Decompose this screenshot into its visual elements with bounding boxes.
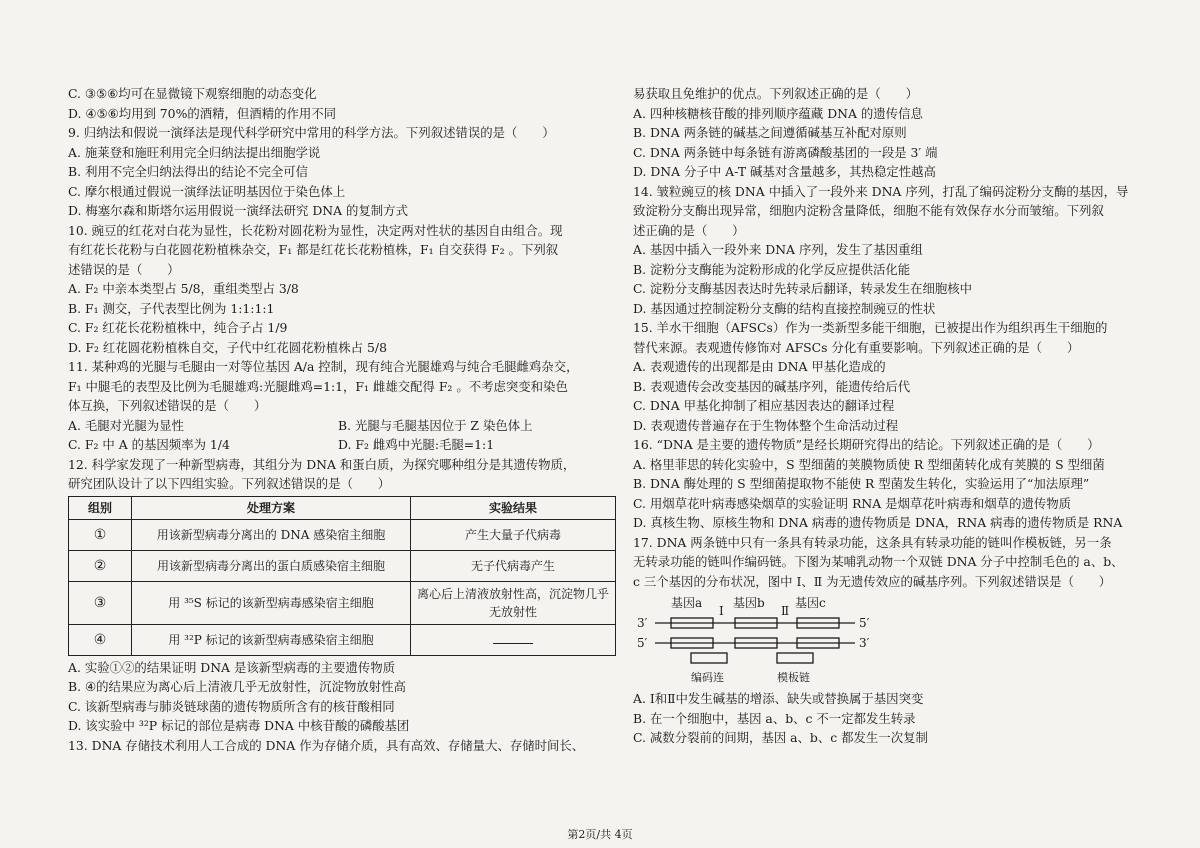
strand-bottom-left-end: 5′ [637,636,648,650]
experiment-table [68,496,616,656]
table-header: 实验结果 [411,496,616,519]
q13-option-c: C. DNA 两条链中每条链有游离磷酸基团的一段是 3′ 端 [633,144,938,160]
question-10-line-3: 述错误的是（ ） [68,261,180,277]
q9-option-a: A. 施莱登和施旺利用完全归纳法提出细胞学说 [68,144,321,160]
q11-option-c: C. F₂ 中 A 的基因频率为 1/4 [68,437,230,452]
q8-option-c: C. ③⑤⑥均可在显微镜下观察细胞的动态变化 [68,86,317,101]
q15-option-b: B. 表观遗传会改变基因的碱基序列，能遗传给后代 [633,378,911,394]
gene-a-label: 基因a [671,596,703,610]
gene-c-label: 基因c [795,596,826,610]
q13-option-a: A. 四种核糖核苷酸的排列顺序蕴藏 DNA 的遗传信息 [633,105,923,121]
dna-gene-diagram [633,593,933,685]
table-row [69,581,616,624]
table-cell: ③ [69,581,132,624]
q16-option-a: A. 格里菲思的转化实验中，S 型细菌的荚膜物质使 R 型细菌转化成有荚膜的 S 型细菌 [633,456,1105,472]
strand-top-left-end: 3′ [637,616,648,630]
table-row [69,624,616,655]
q16-option-d: D. 真核生物、原核生物和 DNA 病毒的遗传物质是 DNA，RNA 病毒的遗传物质是 RNA [633,515,1123,530]
table-cell-blank [411,624,616,655]
page-footer: 第2页/共 4页 [567,828,633,841]
q10-option-c: C. F₂ 红花长花粉植株中，纯合子占 1/9 [68,320,288,335]
table-row [69,550,616,581]
segment-ii-label: Ⅱ [781,604,790,618]
question-11-line-2: F₁ 中腿毛的表型及比例为毛腿雄鸡:光腿雌鸡=1:1，F₁ 雌雄交配得 F₂ 。不考虑突变和染色 [68,378,568,394]
table-cell: 用该新型病毒分离出的 DNA 感染宿主细胞 [132,519,411,550]
q17-option-b: B. 在一个细胞中，基因 a、b、c 不一定都发生转录 [633,710,916,726]
table-cell: ① [69,519,132,550]
question-10-line-2: 有红花长花粉与白花圆花粉植株杂交，F₁ 都是红花长花粉植株，F₁ 自交获得 F₂ 。下列叙 [68,242,559,257]
table-cell: 产生大量子代病毒 [411,519,616,550]
table-header-row [69,496,616,519]
right-column [633,84,1158,748]
table-cell: 用 ³⁵S 标记的该新型病毒感染宿主细胞 [132,581,411,624]
q12-option-a: A. 实验①②的结果证明 DNA 是该新型病毒的主要遗传物质 [68,659,396,675]
segment-i-label: Ⅰ [719,604,724,618]
q14-option-b: B. 淀粉分支酶能为淀粉形成的化学反应提供活化能 [633,261,911,277]
question-14-line-1: 14. 皱粒豌豆的核 DNA 中插入了一段外来 DNA 序列，打乱了编码淀粉分支酶的基因，导 [633,183,1129,199]
table-cell: 离心后上清液放射性高，沉淀物几乎无放射性 [411,581,616,624]
coding-strand-label: 编码连 [691,671,724,684]
q15-option-d: D. 表观遗传普遍存在于生物体整个生命活动过程 [633,417,899,433]
q14-option-c: C. 淀粉分支酶基因表达时先转录后翻译，转录发生在细胞核中 [633,281,973,296]
question-17-line-2: 无转录功能的链叫作编码链。下图为某哺乳动物一个双链 DNA 分子中控制毛色的 a、b、 [633,554,1124,569]
q11-option-d: D. F₂ 雌鸡中光腿:毛腿=1:1 [338,437,495,452]
q9-option-d: D. 梅塞尔森和斯塔尔运用假说一演绎法研究 DNA 的复制方式 [68,203,408,218]
question-15-line-2: 替代来源。表观遗传修饰对 AFSCs 分化有重要影响。下列叙述正确的是（ ） [633,339,1080,355]
q13-option-d: D. DNA 分子中 A-T 碱基对含量越多，其热稳定性越高 [633,164,936,179]
q16-option-c: C. 用烟草花叶病毒感染烟草的实验证明 RNA 是烟草花叶病毒和烟草的遗传物质 [633,495,1072,511]
table-header: 组别 [69,496,132,519]
table-cell: ② [69,550,132,581]
table-cell: 无子代病毒产生 [411,550,616,581]
q8-option-d: D. ④⑤⑥均用到 70%的酒精，但酒精的作用不同 [68,105,337,121]
question-17-line-1: 17. DNA 两条链中只有一条具有转录功能，这条具有转录功能的链叫作模板链，另一条 [633,534,1112,550]
q10-option-a: A. F₂ 中亲本类型占 5/8，重组类型占 3/8 [68,281,299,296]
strand-top-right-end: 5′ [859,616,870,630]
q17-option-a: A. Ⅰ和Ⅱ中发生碱基的增添、缺失或替换属于基因突变 [633,691,924,706]
question-12-line-2: 研究团队设计了以下四组实验。下列叙述错误的是（ ） [68,476,391,491]
strand-bottom-right-end: 3′ [859,636,870,650]
table-cell: 用该新型病毒分离出的蛋白质感染宿主细胞 [132,550,411,581]
question-13-line-2: 易获取且免维护的优点。下列叙述正确的是（ ） [633,86,918,101]
table-row [69,519,616,550]
left-column [68,84,616,755]
template-strand-legend-box [777,653,813,663]
q11-options-row-1 [68,416,616,436]
question-9: 9. 归纳法和假说一演绎法是现代科学研究中常用的科学方法。下列叙述错误的是（ ） [68,125,555,140]
question-11-line-1: 11. 某种鸡的光腿与毛腿由一对等位基因 A/a 控制，现有纯合光腿雄鸡与纯合毛腿雌鸡杂交， [68,359,579,374]
q10-option-d: D. F₂ 红花圆花粉植株自交，子代中红花圆花粉植株占 5/8 [68,339,387,355]
q11-option-a: A. 毛腿对光腿为显性 [68,417,184,433]
gene-b-label: 基因b [733,596,765,610]
q11-option-b: B. 光腿与毛腿基因位于 Z 染色体上 [338,417,533,433]
q15-option-c: C. DNA 甲基化抑制了相应基因表达的翻译过程 [633,398,895,413]
question-15-line-1: 15. 羊水干细胞（AFSCs）作为一类新型多能干细胞，已被提出作为组织再生干细胞的 [633,320,1108,335]
q12-option-d: D. 该实验中 ³²P 标记的部位是病毒 DNA 中核苷酸的磷酸基团 [68,718,410,733]
q13-option-b: B. DNA 两条链的碱基之间遵循碱基互补配对原则 [633,125,907,140]
q14-option-d: D. 基因通过控制淀粉分支酶的结构直接控制豌豆的性状 [633,300,936,316]
q15-option-a: A. 表观遗传的出现都是由 DNA 甲基化造成的 [633,359,886,374]
q9-option-b: B. 利用不完全归纳法得出的结论不完全可信 [68,164,309,179]
question-13-line-1: 13. DNA 存储技术利用人工合成的 DNA 作为存储介质，具有高效、存储量大、存储时间长、 [68,737,585,753]
q10-option-b: B. F₁ 测交，子代表型比例为 1:1:1:1 [68,300,275,316]
template-strand-label: 模板链 [777,671,810,684]
q12-option-c: C. 该新型病毒与肺炎链球菌的遗传物质所含有的核苷酸相同 [68,698,395,714]
table-header: 处理方案 [132,496,411,519]
question-17-line-3: c 三个基因的分布状况，图中 Ⅰ、Ⅱ 为无遗传效应的碱基序列。下列叙述错误是（ ） [633,573,1112,589]
q17-option-c: C. 减数分裂前的间期，基因 a、b、c 都发生一次复制 [633,730,928,745]
q11-options-row-2 [68,435,616,455]
question-10-line-1: 10. 豌豆的红花对白花为显性，长花粉对圆花粉为显性，决定两对性状的基因自由组合。现 [68,222,563,238]
table-cell: ④ [69,624,132,655]
q16-option-b: B. DNA 酶处理的 S 型细菌提取物不能使 R 型菌发生转化，实验运用了“加法原理” [633,476,1090,491]
question-16: 16. “DNA 是主要的遗传物质”是经长期研究得出的结论。下列叙述正确的是（ ） [633,437,1100,452]
q12-option-b: B. ④的结果应为离心后上清液几乎无放射性，沉淀物放射性高 [68,679,406,694]
table-cell: 用 ³²P 标记的该新型病毒感染宿主细胞 [132,624,411,655]
question-11-line-3: 体互换，下列叙述错误的是（ ） [68,398,267,413]
question-12-line-1: 12. 科学家发现了一种新型病毒，其组分为 DNA 和蛋白质，为探究哪种组分是其遗传物质， [68,456,576,472]
coding-strand-legend-box [691,653,727,663]
q14-option-a: A. 基因中插入一段外来 DNA 序列，发生了基因重组 [633,242,923,257]
question-14-line-3: 述正确的是（ ） [633,222,745,238]
question-14-line-2: 致淀粉分支酶出现异常，细胞内淀粉含量降低，细胞不能有效保存水分而皱缩。下列叙 [633,203,1104,218]
q9-option-c: C. 摩尔根通过假说一演绎法证明基因位于染色体上 [68,183,346,199]
answer-blank-line [493,633,533,644]
